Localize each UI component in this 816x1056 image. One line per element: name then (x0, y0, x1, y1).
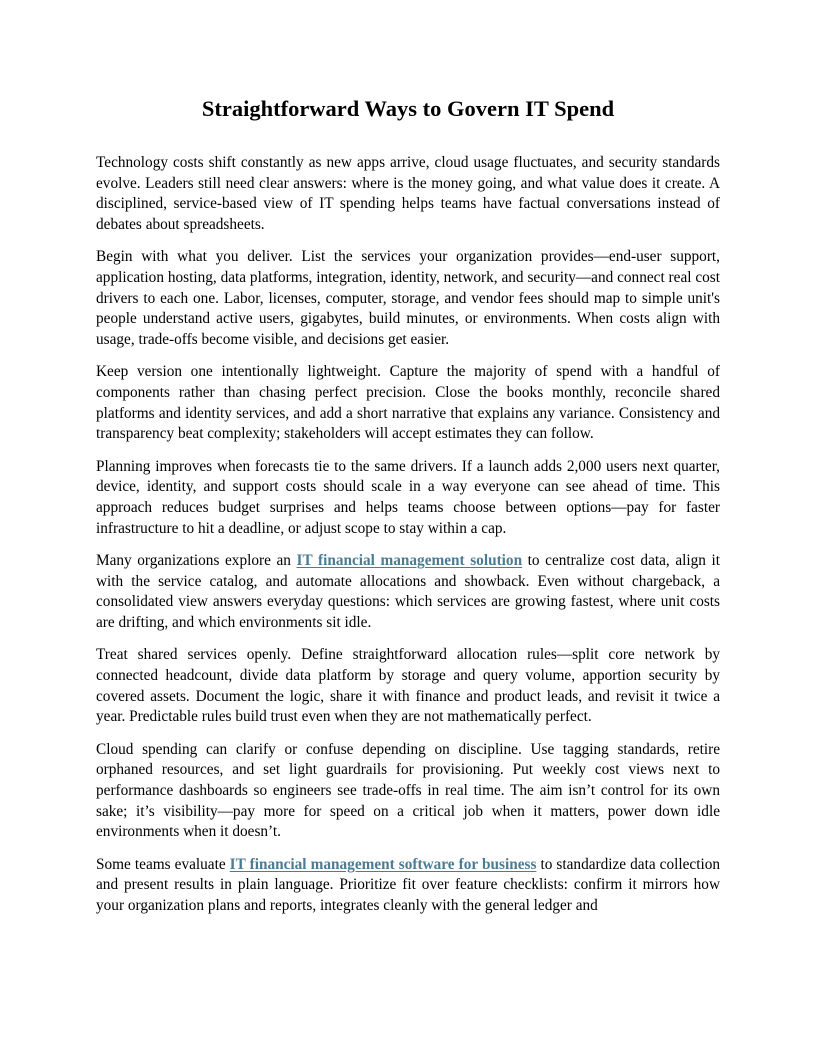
paragraph-shared-services: Treat shared services openly. Define straightforward allocation rules—split core network by connected headcount, divide data platform by storage and query volume, apportion security by covered assets. Document the logic, share it with finance and product leads, and revisit it twice a year. Predictable rules build trust even when they are not mathematically perfect. (96, 646, 720, 726)
paragraph-planning: Planning improves when forecasts tie to the same drivers. If a launch adds 2,000 users next quarter, device, identity, and support costs should scale in a way everyone can see ahead of time. This approach reduces budget surprises and helps teams choose between options—pay for faster infrastructure to hit a deadline, or adjust scope to stay within a cap. (96, 457, 720, 537)
paragraph-solution-rest: to centralize cost data, align it with the service catalog, and automate allocations and showback. Even without chargeback, a consolidated view answers everyday questions: which services are growing fastest, where unit costs are drifting, and which environments sit idle. (96, 552, 720, 631)
it-financial-management-solution-link[interactable]: IT financial management solution (296, 552, 523, 570)
paragraph-services: Begin with what you deliver. List the services your organization provides—end-user support, application hosting, data platforms, integration, identity, network, and security—and connect real cost drivers to each one. Labor, licenses, computer, storage, and vendor fees should map to simple unit's people understand active users, gigabytes, build minutes, or environments. When costs align with usage, trade-offs become visible, and decisions get easier. (96, 248, 720, 348)
paragraph-lightweight: Keep version one intentionally lightweight. Capture the majority of spend with a handful of components rather than chasing perfect precision. Close the books monthly, reconcile shared platforms and identity services, and add a short narrative that explains any variance. Consistency and transparency beat complexity; stakeholders will accept estimates they can follow. (96, 363, 720, 443)
document-page (96, 92, 720, 929)
paragraph-solution (96, 551, 720, 633)
paragraph-solution-lead: Many organizations explore an (96, 552, 297, 570)
paragraph-intro: Technology costs shift constantly as new apps arrive, cloud usage fluctuates, and security standards evolve. Leaders still need clear answers: where is the money going, and what value does it create. A disciplined, service-based view of IT spending helps teams have factual conversations instead of debates about spreadsheets. (96, 154, 720, 233)
it-financial-management-software-link[interactable]: IT financial management software for business (229, 855, 537, 873)
paragraph-software-rest: to standardize data collection and present results in plain language. Prioritize fit over feature checklists: confirm it mirrors how your organization plans and reports, integrates cleanly with the general ledger and (96, 855, 721, 914)
page-title: Straightforward Ways to Govern IT Spend (201, 96, 615, 121)
paragraph-cloud: Cloud spending can clarify or confuse depending on discipline. Use tagging standards, retire orphaned resources, and set light guardrails for provisioning. Put weekly cost views next to performance dashboards so engineers see trade-offs in real time. The aim isn’t control for its own sake; it’s visibility—pay more for speed on a critical job when it matters, power down idle environments when it doesn’t. (96, 740, 720, 841)
paragraph-software (96, 855, 720, 917)
paragraph-software-lead: Some teams evaluate (96, 855, 230, 873)
